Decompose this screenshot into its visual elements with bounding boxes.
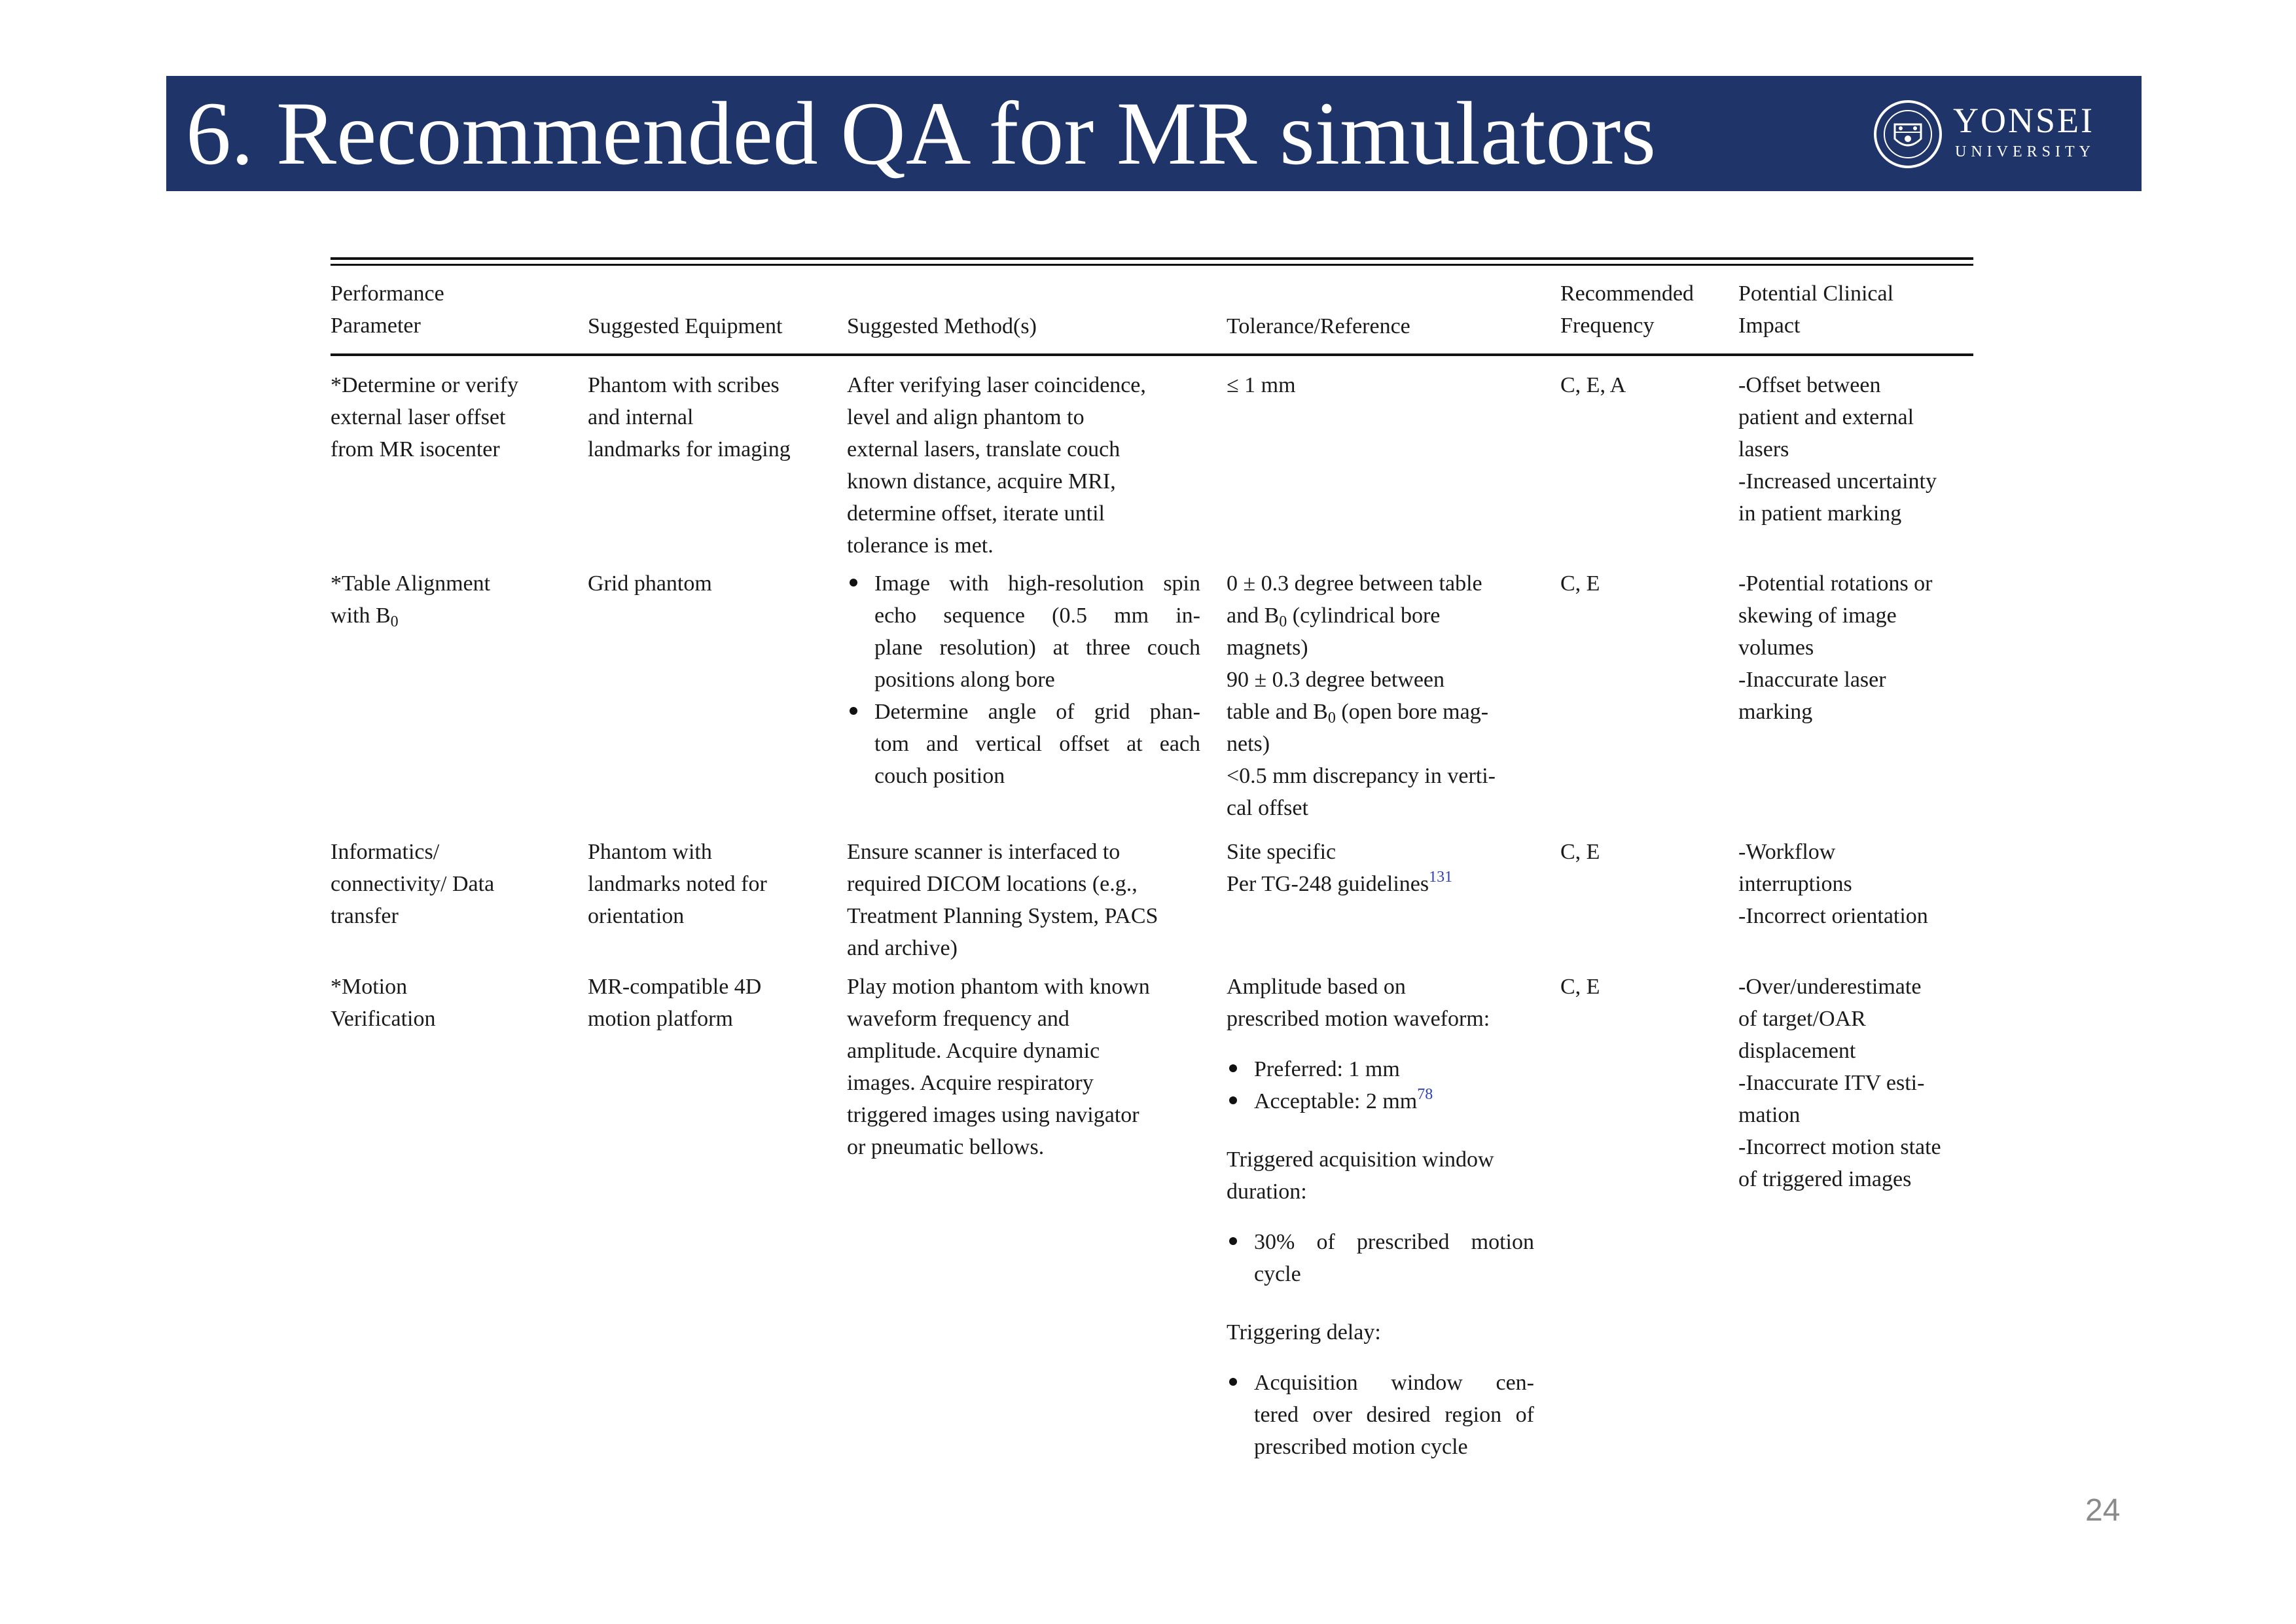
header-performance-parameter — [331, 278, 444, 342]
cell-line: prescribed motion waveform: — [1227, 1007, 1490, 1031]
row1-parameter — [331, 369, 518, 465]
row3-tolerance — [1227, 836, 1452, 900]
cell-line: external lasers, translate couch — [847, 437, 1121, 461]
header-suggested-methods: Suggested Method(s) — [847, 314, 1037, 338]
cell-text: (cylindrical bore — [1287, 604, 1441, 628]
spacer — [1227, 1117, 1534, 1144]
subscript: 0 — [390, 613, 399, 630]
cell-line: Phantom with — [588, 840, 712, 864]
header-line: Recommended — [1560, 281, 1694, 306]
cell-line: Site specific — [1227, 840, 1336, 864]
bullet-line: positions along bore — [874, 668, 1055, 692]
cell-line: volumes — [1738, 636, 1814, 660]
cell-text: table and B — [1227, 700, 1328, 724]
cell-line: and archive) — [847, 936, 958, 960]
tolerance-bullet: Preferred: 1 mm — [1227, 1053, 1534, 1085]
cell-line: orientation — [588, 904, 685, 928]
row4-equipment — [588, 971, 761, 1035]
bullet-line: cycle — [1254, 1262, 1301, 1286]
cell-line: Triggering delay: — [1227, 1320, 1381, 1344]
amplitude-bullet-list — [1227, 1053, 1534, 1117]
row1-equipment — [588, 369, 791, 465]
cell-line: determine offset, iterate until — [847, 501, 1105, 526]
row2-tolerance — [1227, 568, 1496, 824]
cell-line: -Offset between — [1738, 373, 1881, 397]
header-recommended-frequency — [1560, 278, 1694, 342]
cell-line: required DICOM locations (e.g., — [847, 872, 1138, 896]
cell-line: Ensure scanner is interfaced to — [847, 840, 1121, 864]
cell-line: *Determine or verify — [331, 373, 518, 397]
spacer — [1227, 1290, 1534, 1316]
cell-text: Acceptable: 2 mm — [1254, 1089, 1418, 1113]
bullet-line: couch position — [874, 764, 1005, 788]
university-seal-icon — [1872, 98, 1944, 170]
cell-line: in patient marking — [1738, 501, 1902, 526]
cell-line: patient and external — [1738, 405, 1914, 429]
cell-line: of target/OAR — [1738, 1007, 1866, 1031]
bullet-line: Image with high-resolution spin — [874, 571, 1200, 596]
cell-line: external laser offset — [331, 405, 506, 429]
cell-line: Amplitude based on — [1227, 975, 1406, 999]
cell-line — [1227, 600, 1496, 632]
cell-line: level and align phantom to — [847, 405, 1085, 429]
cell-line: Play motion phantom with known — [847, 975, 1150, 999]
cell-line: 0 ± 0.3 degree between table — [1227, 571, 1482, 596]
cell-line: -Potential rotations or — [1738, 571, 1933, 596]
cell-line: skewing of image — [1738, 604, 1897, 628]
spacer — [1227, 1208, 1534, 1226]
cell-line: landmarks noted for — [588, 872, 767, 896]
header-line: Performance — [331, 281, 444, 306]
bullet-line: tered over desired region of — [1254, 1403, 1534, 1427]
row2-parameter — [331, 568, 490, 632]
header-line: Frequency — [1560, 314, 1655, 338]
method-bullet — [847, 696, 1200, 792]
title-bar — [166, 76, 2142, 191]
cell-line: and internal — [588, 405, 694, 429]
header-tolerance-reference: Tolerance/Reference — [1227, 314, 1410, 338]
cell-line: 90 ± 0.3 degree between — [1227, 668, 1445, 692]
cell-line — [331, 600, 490, 632]
logo-subtitle: UNIVERSITY — [1955, 143, 2095, 160]
row1-frequency: C, E, A — [1560, 373, 1626, 397]
row4-frequency: C, E — [1560, 975, 1600, 999]
cell-line: Phantom with scribes — [588, 373, 780, 397]
cell-line: MR-compatible 4D — [588, 975, 762, 999]
cell-line: *Motion — [331, 975, 408, 999]
table-top-rule-1 — [331, 257, 1973, 260]
row2-frequency: C, E — [1560, 571, 1600, 596]
cell-line: marking — [1738, 700, 1813, 724]
row2-method — [847, 568, 1200, 792]
slide-title: 6. Recommended QA for MR simulators — [186, 83, 1657, 183]
cell-line: magnets) — [1227, 636, 1308, 660]
method-bullet — [847, 568, 1200, 696]
cell-line: Verification — [331, 1007, 436, 1031]
tolerance-bullet — [1227, 1085, 1534, 1117]
bullet-line: Acquisition window cen- — [1254, 1371, 1534, 1395]
header-line: Potential Clinical — [1738, 281, 1894, 306]
cell-line: -Workflow — [1738, 840, 1836, 864]
cell-line: -Incorrect motion state — [1738, 1135, 1941, 1159]
cell-line: interruptions — [1738, 872, 1852, 896]
row4-method — [847, 971, 1150, 1163]
cell-line: lasers — [1738, 437, 1789, 461]
row1-method — [847, 369, 1146, 562]
bullet-line: echo sequence (0.5 mm in- — [874, 604, 1200, 628]
cell-line: Triggered acquisition window — [1227, 1147, 1494, 1172]
tolerance-bullet — [1227, 1226, 1534, 1290]
cell-line: known distance, acquire MRI, — [847, 469, 1116, 494]
citation-ref: 78 — [1417, 1086, 1433, 1103]
bullet-line: Determine angle of grid phan- — [874, 700, 1200, 724]
subscript: 0 — [1279, 613, 1287, 630]
cell-line: landmarks for imaging — [588, 437, 791, 461]
bullet-line: prescribed motion cycle — [1254, 1435, 1468, 1459]
delay-bullet-list — [1227, 1367, 1534, 1463]
cell-line: of triggered images — [1738, 1167, 1912, 1191]
cell-line: mation — [1738, 1103, 1801, 1127]
cell-line: tolerance is met. — [847, 533, 994, 558]
bullet-line: tom and vertical offset at each — [874, 732, 1200, 756]
cell-line: or pneumatic bellows. — [847, 1135, 1045, 1159]
logo-name: YONSEI — [1953, 101, 2094, 140]
row3-frequency: C, E — [1560, 840, 1600, 864]
header-suggested-equipment: Suggested Equipment — [588, 314, 783, 338]
cell-line: motion platform — [588, 1007, 733, 1031]
bullet-line: 30% of prescribed motion — [1254, 1230, 1534, 1254]
cell-line: After verifying laser coincidence, — [847, 373, 1146, 397]
table-top-rule-2 — [331, 264, 1973, 266]
header-line: Parameter — [331, 314, 421, 338]
cell-line: -Incorrect orientation — [1738, 904, 1928, 928]
row3-parameter — [331, 836, 494, 932]
yonsei-logo — [1872, 98, 2108, 170]
cell-line: -Inaccurate laser — [1738, 668, 1886, 692]
row3-method — [847, 836, 1158, 964]
tolerance-bullet — [1227, 1367, 1534, 1463]
cell-text: Per TG-248 guidelines — [1227, 872, 1429, 896]
row1-tolerance: ≤ 1 mm — [1227, 373, 1296, 397]
row4-tolerance — [1227, 971, 1534, 1463]
cell-line: -Inaccurate ITV esti- — [1738, 1071, 1925, 1095]
cell-line: *Table Alignment — [331, 571, 491, 596]
row4-parameter — [331, 971, 436, 1035]
page-number: 24 — [2085, 1493, 2121, 1528]
window-bullet-list — [1227, 1226, 1534, 1290]
cell-line: Treatment Planning System, PACS — [847, 904, 1158, 928]
cell-line — [1227, 696, 1496, 728]
spacer — [1227, 1348, 1534, 1367]
cell-line: Informatics/ — [331, 840, 440, 864]
cell-line: cal offset — [1227, 796, 1308, 820]
cell-line: -Increased uncertainty — [1738, 469, 1937, 494]
cell-line: connectivity/ Data — [331, 872, 495, 896]
method-bullet-list — [847, 568, 1200, 792]
header-potential-clinical-impact — [1738, 278, 1893, 342]
header-line: Impact — [1738, 314, 1801, 338]
citation-ref: 131 — [1429, 869, 1453, 886]
cell-line: images. Acquire respiratory — [847, 1071, 1094, 1095]
cell-line: displacement — [1738, 1039, 1856, 1063]
cell-line: duration: — [1227, 1180, 1307, 1204]
cell-line: amplitude. Acquire dynamic — [847, 1039, 1100, 1063]
row4-impact — [1738, 971, 1941, 1195]
table-header-rule — [331, 353, 1973, 356]
bullet-line: plane resolution) at three couch — [874, 636, 1200, 660]
cell-text: (open bore mag- — [1335, 700, 1489, 724]
subscript: 0 — [1327, 710, 1336, 727]
cell-text: with B — [331, 604, 391, 628]
spacer — [1227, 1035, 1534, 1053]
row2-equipment: Grid phantom — [588, 571, 712, 596]
cell-line: nets) — [1227, 732, 1270, 756]
cell-line: waveform frequency and — [847, 1007, 1069, 1031]
cell-text: and B — [1227, 604, 1280, 628]
row3-impact — [1738, 836, 1928, 932]
cell-line: triggered images using navigator — [847, 1103, 1139, 1127]
row3-equipment — [588, 836, 767, 932]
cell-line: transfer — [331, 904, 399, 928]
row2-impact — [1738, 568, 1933, 728]
cell-line — [1227, 868, 1452, 900]
cell-line: from MR isocenter — [331, 437, 500, 461]
row1-impact — [1738, 369, 1937, 530]
cell-line: <0.5 mm discrepancy in verti- — [1227, 764, 1496, 788]
cell-line: -Over/underestimate — [1738, 975, 1922, 999]
